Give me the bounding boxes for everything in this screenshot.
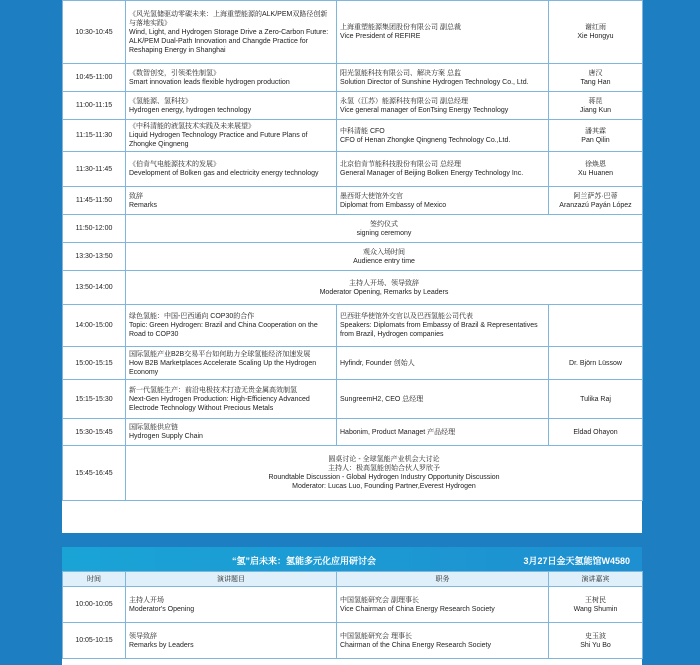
- title-cell: [337, 623, 549, 659]
- table-row: [63, 215, 643, 243]
- topic-cell: [126, 380, 337, 419]
- topic-cell: [126, 152, 337, 187]
- time-cell: [63, 152, 126, 187]
- full-line: Moderator Opening, Remarks by Leaders: [319, 288, 449, 296]
- topic-cn: 《伯肯气电能源技术的发展》: [129, 161, 220, 168]
- speaker-cn: 潘其霖: [585, 127, 606, 135]
- table-row: [63, 152, 643, 187]
- speaker-cn: 谢红雨: [585, 24, 606, 31]
- topic-cn: 领导致辞: [129, 632, 157, 640]
- topic-cell: [126, 187, 337, 215]
- time-text: 11:30-11:45: [75, 165, 113, 173]
- title-cell: [337, 152, 549, 187]
- title-cell: [337, 419, 549, 446]
- topic-cell: [126, 419, 337, 446]
- title-cn: 墨西哥大使馆外交官: [340, 192, 403, 200]
- topic-cell: [126, 305, 337, 347]
- table-row: [63, 446, 643, 501]
- topic-en: Hydrogen Supply Chain: [129, 433, 203, 440]
- time-cell: [63, 446, 126, 501]
- topic-en: Development of Bolken gas and electricity energy technology: [129, 170, 319, 177]
- topic-cn: 致辞: [129, 192, 143, 200]
- title-cell: [337, 120, 549, 152]
- table-row: [63, 623, 643, 659]
- speaker-cn: 阿兰萨苏·巴蒂: [573, 192, 618, 200]
- topic-en: Wind, Light, and Hydrogen Storage Drive a Zero-Carbon Future: ALK/PEM Dual-Path Innovation and Changde Practice for Reshaping Energy in Shanghai: [129, 28, 329, 54]
- topic-en: Smart innovation leads flexible hydrogen production: [129, 78, 290, 86]
- full-cell: [126, 243, 643, 271]
- table-row: [63, 380, 643, 419]
- speaker-cell: [549, 1, 643, 64]
- time-cell: [63, 215, 126, 243]
- speaker-en: Pan Qilin: [581, 136, 610, 144]
- full-line: 签约仪式: [370, 220, 398, 228]
- topic-en: Remarks: [129, 201, 158, 209]
- full-line: Audience entry time: [353, 257, 415, 265]
- title-cn: Habonim, Product Managet 产品经理: [340, 428, 456, 436]
- time-text: 13:30-13:50: [75, 253, 113, 260]
- title-cell: [337, 305, 549, 347]
- topic-cn: 《风光氢储驱动零碳未来：上海重塑能源的ALK/PEM双路径创新与落地实践》: [129, 10, 328, 27]
- session-title: “氢”启未来：氢能多元化应用研讨会: [232, 556, 377, 566]
- table-row: [63, 347, 643, 380]
- topic-cn: 《中科清能的液氢技术实践及未来展望》: [129, 123, 255, 130]
- speaker-cn: Eldad Ohayon: [573, 428, 618, 436]
- topic-en: Next-Gen Hydrogen Production: High-Efficiency Advanced Electrode Technology Without Precious Metals: [129, 395, 310, 412]
- title-cn: Hyfindr, Founder 创始人: [340, 359, 415, 367]
- time-text: 15:00-15:15: [75, 359, 113, 367]
- topic-en: Hydrogen energy, hydrogen technology: [129, 106, 252, 114]
- table-row: [63, 92, 643, 120]
- time-text: 10:45-11:00: [75, 74, 113, 81]
- speaker-cell: [549, 120, 643, 152]
- table-row: [63, 1, 643, 64]
- table-row: [63, 419, 643, 446]
- full-line: 主持人：极高氢能创始合伙人罗欣予: [328, 465, 440, 472]
- title-cell: [337, 187, 549, 215]
- session-table: [62, 571, 643, 659]
- table-row: [63, 587, 643, 623]
- topic-cell: [126, 120, 337, 152]
- topic-cell: [126, 623, 337, 659]
- speaker-cn: 王树民: [585, 596, 606, 604]
- full-cell: [126, 446, 643, 501]
- speaker-cell: [549, 64, 643, 92]
- speaker-cell: [549, 623, 643, 659]
- speaker-cn: 徐焕恩: [585, 161, 606, 168]
- full-cell: [126, 271, 643, 305]
- full-line: signing ceremony: [356, 229, 412, 237]
- topic-cn: 主持人开场: [129, 596, 164, 604]
- time-cell: [63, 305, 126, 347]
- full-line: 观众入场时间: [363, 248, 405, 256]
- time-cell: [63, 1, 126, 64]
- time-cell: [63, 623, 126, 659]
- time-cell: [63, 271, 126, 305]
- time-text: 10:05-10:15: [75, 637, 113, 644]
- session-banner: [62, 547, 642, 571]
- title-cn: 巴西驻华使馆外交官以及巴西氢能公司代表: [340, 313, 473, 320]
- title-cell: [337, 92, 549, 120]
- session-card: [62, 547, 642, 665]
- time-text: 10:00-10:05: [75, 601, 113, 608]
- topic-en: Topic: Green Hydrogen: Brazil and China Cooperation on the Road to COP30: [129, 322, 318, 338]
- title-cell: [337, 64, 549, 92]
- topic-en: How B2B Marketplaces Accelerate Scaling Up the Hydrogen Economy: [129, 359, 317, 376]
- table-row: [63, 271, 643, 305]
- speaker-en: Wang Shumin: [573, 605, 618, 613]
- title-cn: 阳光氢能科技有限公司、解决方案 总监: [340, 69, 461, 77]
- title-cn: 中科清能 CFO: [340, 127, 385, 135]
- speaker-cell: [549, 347, 643, 380]
- topic-cn: 新一代氢能生产：前沿电极技术打造无贵金属高效制氢: [129, 386, 297, 394]
- topic-cell: [126, 587, 337, 623]
- full-line: 主持人开场、领导致辞: [349, 279, 419, 287]
- speaker-en: Xu Huanen: [577, 170, 614, 177]
- speaker-cell: [549, 380, 643, 419]
- full-cell: [126, 215, 643, 243]
- speaker-cell: [549, 587, 643, 623]
- title-cn: SungreemH2, CEO 总经理: [340, 395, 424, 403]
- table-row: [63, 187, 643, 215]
- title-en: Vice general manager of EonTsing Energy Technology: [340, 106, 509, 114]
- topic-cell: [126, 1, 337, 64]
- speaker-cn: 蒋昆: [588, 97, 603, 105]
- table-header: [63, 572, 643, 587]
- time-cell: [63, 587, 126, 623]
- speaker-cell: [549, 92, 643, 120]
- column-header: 演讲题目: [126, 572, 337, 587]
- time-cell: [63, 187, 126, 215]
- column-header: 职务: [337, 572, 549, 587]
- title-cn: 永氢（江苏）能源科技有限公司 副总经理: [340, 97, 468, 105]
- topic-cn: 绿色氢能：中国-巴西通向 COP30的合作: [129, 313, 255, 320]
- speaker-cell: [549, 305, 643, 347]
- time-text: 11:15-11:30: [75, 132, 113, 139]
- speaker-cell: [549, 419, 643, 446]
- title-en: Vice President of REFIRE: [340, 33, 421, 40]
- topic-cn: 《数智创变，引领柔性制氢》: [129, 69, 220, 77]
- speaker-cn: Dr. Björn Lüssow: [569, 359, 622, 367]
- time-text: 11:45-11:50: [75, 197, 113, 204]
- title-cn: 中国氢能研究会 副理事长: [340, 596, 419, 604]
- time-text: 15:45-16:45: [75, 469, 113, 477]
- speaker-cn: 史玉波: [585, 632, 606, 640]
- table-row: [63, 305, 643, 347]
- speaker-en: Jiang Kun: [579, 106, 612, 114]
- title-en: Vice Chairman of China Energy Research Society: [340, 605, 495, 613]
- title-en: General Manager of Beijing Bolken Energy Technology Inc.: [340, 170, 524, 177]
- time-cell: [63, 347, 126, 380]
- speaker-cn: 唐汉: [588, 69, 603, 77]
- table-row: [63, 243, 643, 271]
- speaker-cell: [549, 187, 643, 215]
- topic-cn: 国际氢能供应链: [129, 424, 178, 431]
- time-text: 10:30-10:45: [75, 28, 113, 36]
- time-text: 13:50-14:00: [75, 284, 113, 291]
- topic-en: Remarks by Leaders: [129, 641, 194, 649]
- topic-cell: [126, 347, 337, 380]
- topic-cell: [126, 64, 337, 92]
- time-text: 11:50-12:00: [75, 225, 113, 232]
- time-text: 14:00-15:00: [75, 322, 113, 329]
- topic-cn: 国际氢能产业B2B交易平台如何助力全球氢能经济加速发展: [129, 350, 311, 358]
- column-header: 演讲嘉宾: [549, 572, 643, 587]
- title-en: Solution Director of Sunshine Hydrogen Technology Co., Ltd.: [340, 78, 529, 86]
- title-en: Speakers: Diplomats from Embassy of Brazil & Representatives from Brazil, Hydrogen companies: [340, 322, 538, 338]
- topic-en: Liquid Hydrogen Technology Practice and Future Plans of Zhongke Qingneng: [129, 132, 308, 148]
- title-cell: [337, 347, 549, 380]
- topic-cn: 《氢能源、氢科技》: [129, 97, 192, 105]
- title-cn: 中国氢能研究会 理事长: [340, 632, 412, 640]
- time-cell: [63, 92, 126, 120]
- speaker-en: Shi Yu Bo: [580, 641, 611, 649]
- time-cell: [63, 64, 126, 92]
- full-line: 圆桌讨论 - 全球氢能产业机会大讨论: [328, 456, 440, 463]
- title-cell: [337, 380, 549, 419]
- time-text: 11:00-11:15: [75, 102, 113, 109]
- title-cn: 上海重塑能源集团股份有限公司 副总裁: [340, 24, 461, 31]
- speaker-cell: [549, 152, 643, 187]
- table-row: [63, 120, 643, 152]
- title-en: CFO of Henan Zhongke Qingneng Technology Co.,Ltd.: [340, 136, 511, 144]
- time-cell: [63, 419, 126, 446]
- title-en: Chairman of the China Energy Research Society: [340, 641, 491, 649]
- full-line: Roundtable Discussion - Global Hydrogen Industry Opportunity Discussion: [268, 474, 500, 481]
- table-row: [63, 64, 643, 92]
- topic-cell: [126, 92, 337, 120]
- speaker-en: Aranzazú Payán López: [559, 201, 632, 209]
- time-cell: [63, 120, 126, 152]
- agenda-table: [62, 0, 643, 501]
- title-en: Diplomat from Embassy of Mexico: [340, 201, 447, 209]
- time-text: 15:30-15:45: [75, 428, 113, 436]
- speaker-cn: Tulika Raj: [580, 395, 611, 403]
- column-header: 时间: [63, 572, 126, 587]
- time-text: 15:15-15:30: [75, 395, 113, 403]
- time-cell: [63, 243, 126, 271]
- title-cell: [337, 587, 549, 623]
- speaker-en: Xie Hongyu: [577, 33, 614, 40]
- title-cell: [337, 1, 549, 64]
- title-cn: 北京伯肯节能科技股份有限公司 总经理: [340, 161, 461, 168]
- time-cell: [63, 380, 126, 419]
- speaker-en: Tang Han: [580, 78, 611, 86]
- session-location: 3月27日金天氢能馆W4580: [523, 556, 630, 566]
- full-line: Moderator: Lucas Luo, Founding Partner,Everest Hydrogen: [292, 483, 476, 490]
- agenda-table-1: [62, 0, 642, 533]
- topic-en: Moderator's Opening: [129, 605, 195, 613]
